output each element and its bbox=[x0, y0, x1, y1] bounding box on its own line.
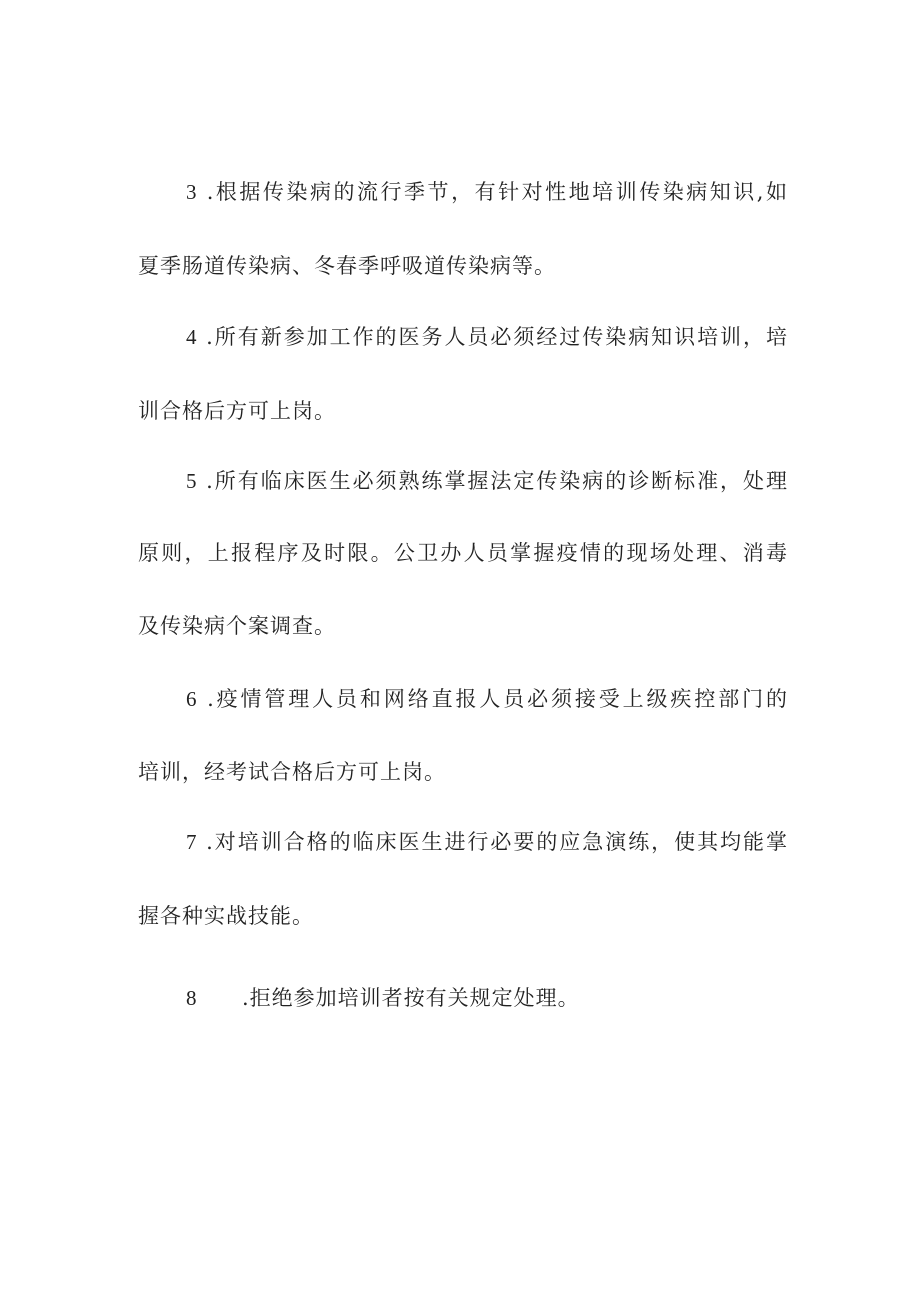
list-item-5-line-3 bbox=[138, 611, 336, 641]
item-text: .拒绝参加培训者按有关规定处理。 bbox=[242, 986, 580, 1010]
item-text: 握各种实战技能。 bbox=[138, 904, 314, 928]
item-number: 8 bbox=[186, 986, 198, 1010]
item-text: 培训，经考试合格后方可上岗。 bbox=[138, 760, 446, 784]
item-number: 3 bbox=[186, 180, 198, 204]
item-text: .根据传染病的流行季节，有针对性地培训传染病知识,如 bbox=[206, 180, 788, 204]
list-item-4-line-2 bbox=[138, 396, 336, 426]
list-item-3-line-1 bbox=[186, 177, 788, 207]
list-item-3-line-2 bbox=[138, 251, 556, 281]
list-item-4-line-1 bbox=[186, 322, 788, 352]
item-text: 及传染病个案调查。 bbox=[138, 614, 336, 638]
list-item-6-line-2 bbox=[138, 757, 446, 787]
item-text: .对培训合格的临床医生进行必要的应急演练，使其均能掌 bbox=[206, 830, 788, 854]
item-number: 4 bbox=[186, 325, 198, 349]
list-item-5-line-1 bbox=[186, 466, 788, 496]
item-text: .所有新参加工作的医务人员必须经过传染病知识培训，培 bbox=[206, 325, 788, 349]
list-item-6-line-1 bbox=[186, 684, 788, 714]
item-text: 训合格后方可上岗。 bbox=[138, 399, 336, 423]
item-number: 6 bbox=[186, 687, 198, 711]
item-text: 原则，上报程序及时限。公卫办人员掌握疫情的现场处理、消毒 bbox=[138, 541, 788, 565]
list-item-7-line-2 bbox=[138, 901, 314, 931]
list-item-8-line-1 bbox=[186, 983, 788, 1013]
item-text: .所有临床医生必须熟练掌握法定传染病的诊断标准，处理 bbox=[206, 469, 788, 493]
item-text: .疫情管理人员和网络直报人员必须接受上级疾控部门的 bbox=[207, 687, 788, 711]
list-item-7-line-1 bbox=[186, 827, 788, 857]
item-number: 7 bbox=[186, 830, 198, 854]
item-text: 夏季肠道传染病、冬春季呼吸道传染病等。 bbox=[138, 254, 556, 278]
list-item-5-line-2 bbox=[138, 538, 788, 568]
item-number: 5 bbox=[186, 469, 198, 493]
